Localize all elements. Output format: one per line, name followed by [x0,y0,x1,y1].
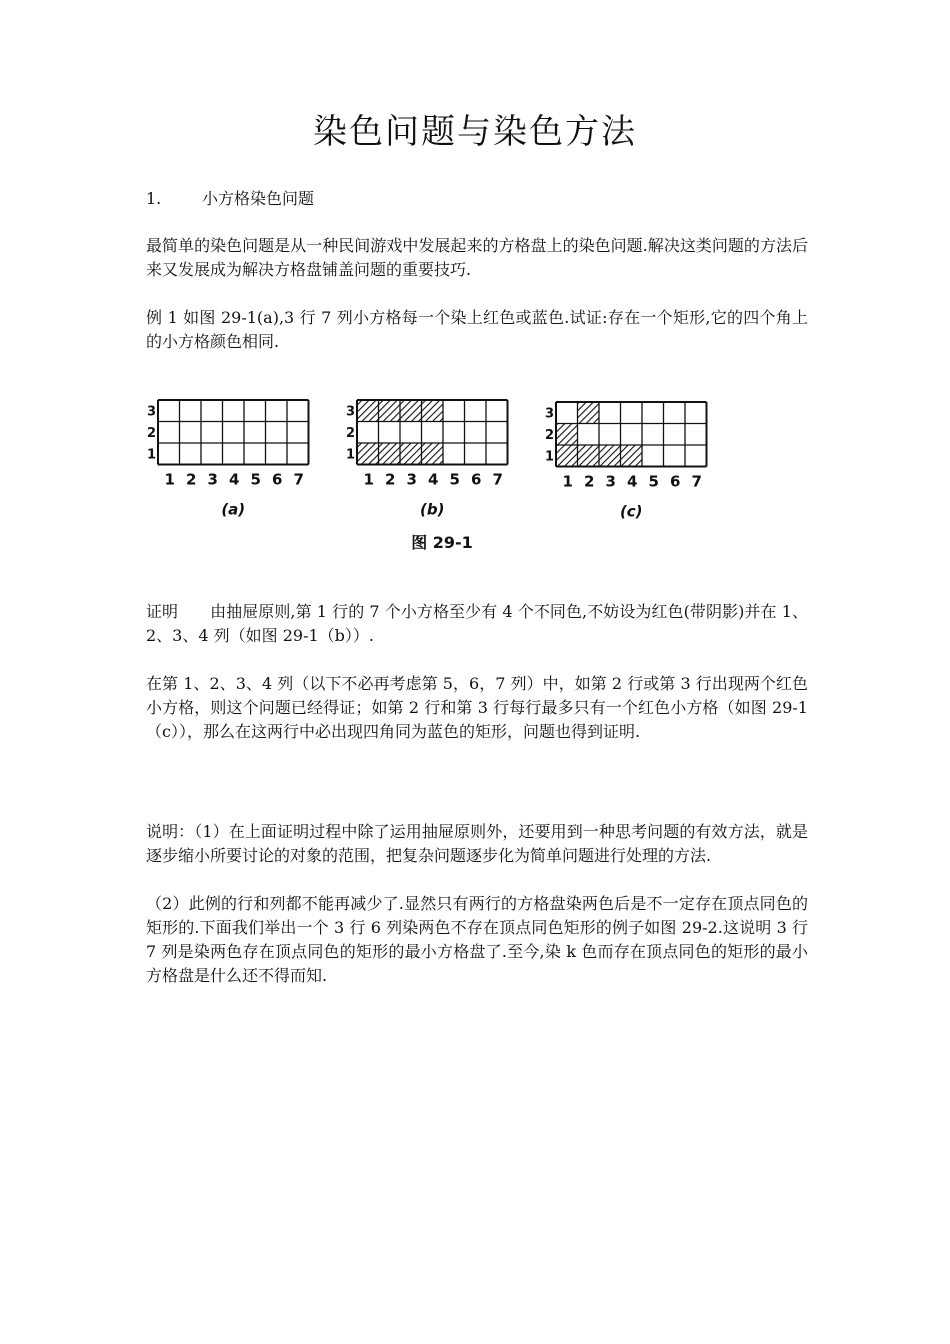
row-label: 1 [346,447,356,463]
shaded-cell [422,400,444,422]
column-label: 5 [648,472,659,491]
column-label: 6 [470,470,482,489]
document-title: 染色问题与染色方法 [313,112,637,152]
column-label: 3 [207,470,218,489]
grid-panel-c [545,402,707,521]
column-label: 4 [427,470,439,489]
shaded-cell [357,400,379,422]
section-number: 1. [146,189,162,208]
column-label: 3 [406,470,417,489]
proof-label: 证明 [146,602,179,621]
column-label: 5 [250,470,261,489]
section-title: 小方格染色问题 [202,189,315,208]
column-label: 1 [363,470,374,489]
shaded-cell [379,400,401,422]
shaded-cell [556,424,578,446]
column-label: 2 [185,470,197,489]
row-label: 3 [346,404,356,420]
grid-panel-b [346,400,508,519]
column-label: 6 [669,472,681,491]
shaded-cell [357,443,379,465]
column-label: 2 [384,470,396,489]
row-label: 3 [147,404,157,420]
row-label: 2 [147,425,157,441]
section-heading [146,186,314,209]
row-label: 2 [346,425,356,441]
proof-paragraph [146,600,808,648]
panel-label: (a) [221,500,246,519]
shaded-cell [578,402,600,424]
figure-29-1 [140,388,730,560]
column-label: 2 [583,472,595,491]
example-paragraph: 例 1 如图 29-1(a),3 行 7 列小方格每一个染上红色或蓝色.试证:存在一个矩形,它的四个角上的小方格颜色相同. [146,308,808,351]
shaded-cell [578,445,600,467]
intro-paragraph: 最简单的染色问题是从一种民间游戏中发展起来的方格盘上的染色问题.解决这类问题的方法后来又发展成为解决方格盘铺盖问题的重要技巧. [146,236,808,279]
note-paragraph-1: 说明：（1）在上面证明过程中除了运用抽屉原则外，还要用到一种思考问题的有效方法，就是逐步缩小所要讨论的对象的范围，把复杂问题逐步化为简单问题进行处理的方法. [146,822,808,865]
column-label: 1 [562,472,573,491]
row-label: 1 [545,449,555,465]
column-label: 5 [449,470,460,489]
column-label: 7 [691,472,702,491]
shaded-cell [400,400,422,422]
shaded-cell [422,443,444,465]
note-paragraph-2: （2）此例的行和列都不能再减少了.显然只有两行的方格盘染两色后是不一定存在顶点同色的矩形的.下面我们举出一个 3 行 6 列染两色不存在顶点同色矩形的例子如图 29-2.这说明 3 行 7 列是染两色存在顶点同色的矩形的最小方格盘了.至今,染 k 色而存在顶点同色的矩形的最小方格盘是什么还不得而知. [146,894,808,985]
shaded-cell [556,445,578,467]
row-label: 1 [147,447,157,463]
column-label: 4 [228,470,240,489]
proof-text: 由抽屉原则,第 1 行的 7 个小方格至少有 4 个不同色,不妨设为红色(带阴影)并在 1、2、3、4 列（如图 29-1（b））. [146,602,808,645]
column-label: 6 [271,470,283,489]
column-label: 4 [626,472,638,491]
column-label: 3 [605,472,616,491]
row-label: 3 [545,406,555,422]
shaded-cell [400,443,422,465]
shaded-cell [621,445,643,467]
figure-caption: 图 29-1 [411,533,473,552]
column-label: 7 [492,470,503,489]
figure-svg [140,388,730,560]
grid-panel-a [147,400,309,519]
row-label: 2 [545,427,555,443]
column-label: 1 [164,470,175,489]
shaded-cell [599,445,621,467]
panel-label: (b) [420,500,445,519]
column-label: 7 [293,470,304,489]
shaded-cell [379,443,401,465]
panel-label: (c) [619,502,643,521]
proof-continued-paragraph: 在第 1、2、3、4 列（以下不必再考虑第 5，6，7 列）中，如第 2 行或第 3 行出现两个红色小方格，则这个问题已经得证；如第 2 行和第 3 行每行最多只有一个红色小方格（如图 29-1（c）），那么在这两行中必出现四角同为蓝色的矩形，问题也得到证明. [146,674,808,741]
